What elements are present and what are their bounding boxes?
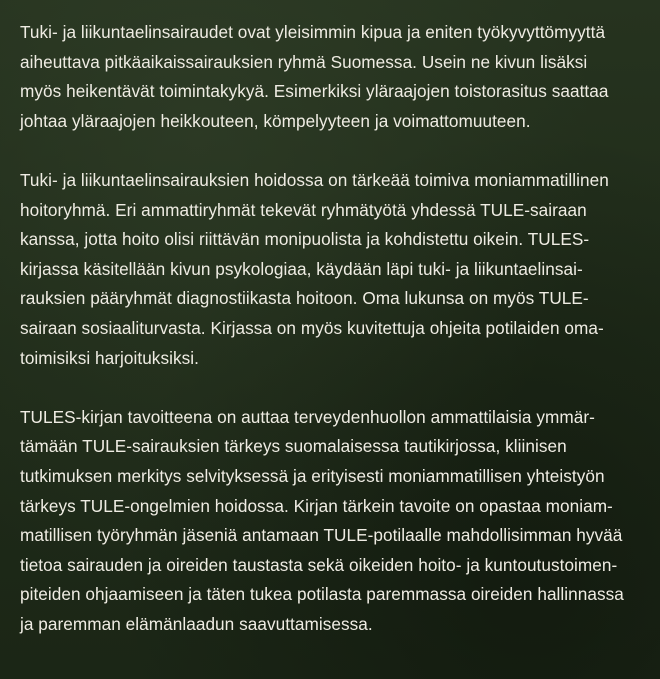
paragraph-1 — [20, 18, 646, 136]
text-line: aiheuttava pitkäaikaissairauksien ryhmä Suomessa. Usein ne kivun lisäksi — [20, 51, 588, 72]
text-line: piteiden ohjaamiseen ja täten tukea potilasta paremmassa oireiden hallinnassa — [20, 584, 624, 605]
text-line: tutkimuksen merkitys selvityksessä ja erityisesti moniammatillisen yhteistyön — [20, 465, 605, 486]
paragraph-2 — [20, 166, 646, 373]
text-line: tärkeys TULE-ongelmien hoidossa. Kirjan tärkein tavoite on opastaa moniam- — [20, 495, 613, 516]
text-line: kirjassa käsitellään kivun psykologiaa, käydään läpi tuki- ja liikuntaelinsai- — [20, 258, 583, 279]
text-line: Tuki- ja liikuntaelinsairaudet ovat yleisimmin kipua ja eniten työkyvyttömyyttä — [20, 22, 606, 42]
text-line: toimisiksi harjoituksiksi. — [20, 347, 199, 368]
text-line: tämään TULE-sairauksien tärkeys suomalaisessa tautikirjossa, kliinisen — [20, 436, 567, 457]
text-line: rauksien pääryhmät diagnostiikasta hoitoon. Oma lukunsa on myös TULE- — [20, 288, 589, 309]
text-line: ja paremman elämänlaadun saavuttamisessa. — [20, 613, 373, 634]
text-line: johtaa yläraajojen heikkouteen, kömpelyyteen ja voimattomuuteen. — [20, 110, 531, 131]
text-line: hoitoryhmä. Eri ammattiryhmät tekevät ryhmätyötä yhdessä TULE-sairaan — [20, 199, 587, 220]
text-line: matillisen työryhmän jäseniä antamaan TULE-potilaalle mahdollisimman hyvää — [20, 525, 623, 546]
text-line: kanssa, jotta hoito olisi riittävän monipuolista ja kohdistettu oikein. TULES- — [20, 229, 590, 250]
text-line: TULES-kirjan tavoitteena on auttaa terveydenhuollon ammattilaisia ymmär- — [20, 406, 595, 427]
text-line: myös heikentävät toimintakykyä. Esimerkiksi yläraajojen toistorasitus saattaa — [20, 81, 609, 102]
text-line: sairaan sosiaaliturvasta. Kirjassa on myös kuvitettuja ohjeita potilaiden oma- — [20, 317, 604, 338]
body-text — [20, 18, 646, 639]
text-line: tietoa sairauden ja oireiden taustasta sekä oikeiden hoito- ja kuntoutustoimen- — [20, 554, 618, 575]
paragraph-3 — [20, 403, 646, 640]
text-line: Tuki- ja liikuntaelinsairauksien hoidossa on tärkeää toimiva moniammatillinen — [20, 169, 609, 190]
